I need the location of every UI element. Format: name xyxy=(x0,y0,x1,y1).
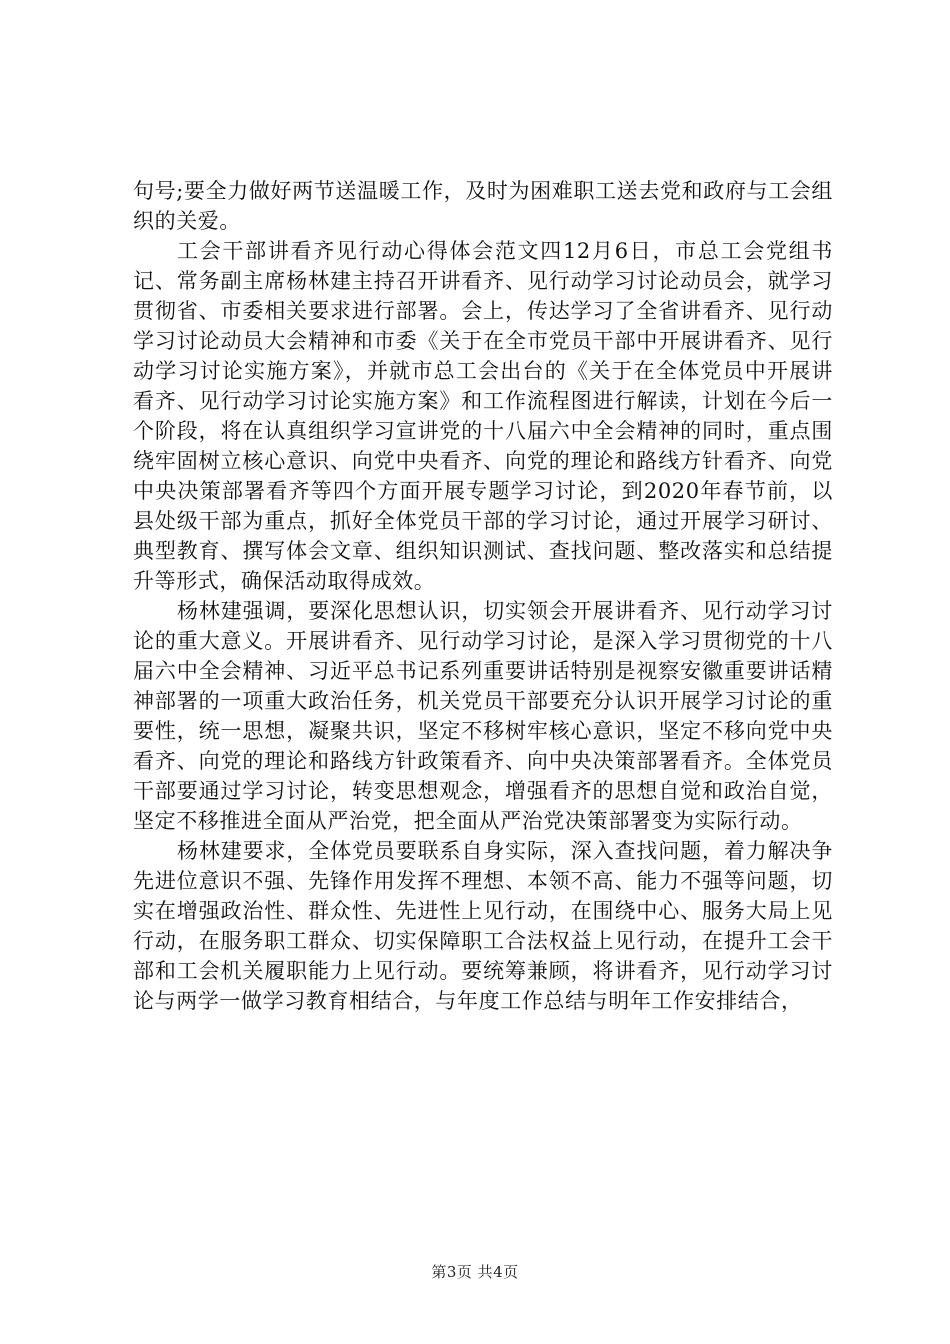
paragraph-continuation: 句号;要全力做好两节送温暖工作，及时为困难职工送去党和政府与工会组织的关爱。 xyxy=(133,179,833,233)
paragraph-emphasis: 杨林建强调，要深化思想认识，切实领会开展讲看齐、见行动学习讨论的重大意义。开展讲看齐、见行动学习讨论，是深入学习贯彻党的十八届六中全会精神、习近平总书记系列重要讲话特别是视察安徽重要讲话精神部署的一项重大政治任务，机关党员干部要充分认识开展学习讨论的重要性，统一思想，凝聚共识，坚定不移树牢核心意识，坚定不移向党中央看齐、向党的理论和路线方针政策看齐、向中央决策部署看齐。全体党员干部要通过学习讨论，转变思想观念，增强看齐的思想自觉和政治自觉，坚定不移推进全面从严治党，把全面从严治党决策部署变为实际行动。 xyxy=(133,599,833,833)
paragraph-requirements: 杨林建要求，全体党员要联系自身实际，深入查找问题，着力解决争先进位意识不强、先锋作用发挥不理想、本领不高、能力不强等问题，切实在增强政治性、群众性、先进性上见行动，在围绕中心、服务大局上见行动，在服务职工群众、切实保障职工合法权益上见行动，在提升工会干部和工会机关履职能力上见行动。要统筹兼顾，将讲看齐，见行动学习讨论与两学一做学习教育相结合，与年度工作总结与明年工作安排结合， xyxy=(133,839,833,1013)
paragraph-meeting-summary: 工会干部讲看齐见行动心得体会范文四12月6日，市总工会党组书记、常务副主席杨林建主持召开讲看齐、见行动学习讨论动员会，就学习贯彻省、市委相关要求进行部署。会上，传达学习了全省讲看齐、见行动学习讨论动员大会精神和市委《关于在全市党员干部中开展讲看齐、见行动学习讨论实施方案》，并就市总工会出台的《关于在全体党员中开展讲看齐、见行动学习讨论实施方案》和工作流程图进行解读，计划在今后一个阶段，将在认真组织学习宣讲党的十八届六中全会精神的同时，重点围绕牢固树立核心意识、向党中央看齐、向党的理论和路线方针看齐、向党中央决策部署看齐等四个方面开展专题学习讨论，到2020年春节前，以县处级干部为重点，抓好全体党员干部的学习讨论，通过开展学习研讨、典型教育、撰写体会文章、组织知识测试、查找问题、整改落实和总结提升等形式，确保活动取得成效。 xyxy=(133,239,833,593)
document-body xyxy=(133,176,833,1016)
page-number-footer: 第3页 共4页 xyxy=(431,1263,519,1281)
